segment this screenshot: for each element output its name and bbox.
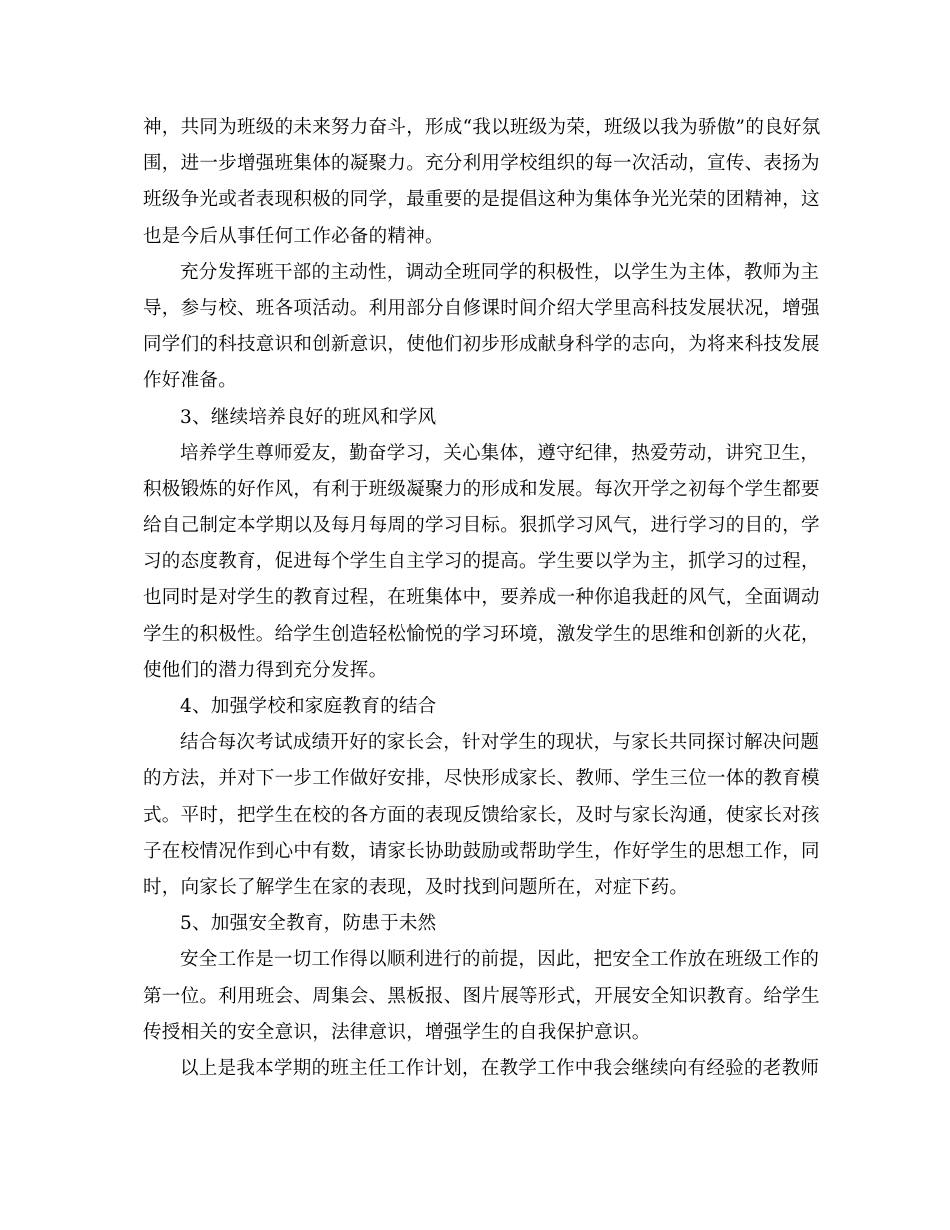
text-line: 积极锻炼的好作风，有利于班级凝聚力的形成和发展。每次开学之初每个学生都要 — [143, 478, 820, 500]
text-line: 也是今后从事任何工作必备的精神。 — [143, 225, 444, 247]
text-line: 以上是我本学期的班主任工作计划，在教学工作中我会继续向有经验的老教师 — [180, 1057, 820, 1079]
text-line: 同学们的科技意识和创新意识，使他们初步形成献身科学的志向，为将来科技发展 — [143, 334, 820, 356]
text-line: 5、加强安全教育，防患于未然 — [180, 913, 437, 935]
text-line: 导，参与校、班各项活动。利用部分自修课时间介绍大学里高科技发展状况，增强 — [143, 297, 820, 319]
text-line: 使他们的潜力得到充分发挥。 — [143, 659, 388, 681]
text-line: 给自己制定本学期以及每月每周的学习目标。狠抓学习风气，进行学习的目的，学 — [143, 515, 820, 537]
text-line: 3、继续培养良好的班风和学风 — [180, 406, 437, 428]
text-line: 神，共同为班级的未来努力奋斗，形成“我以班级为荣，班级以我为骄傲”的良好氛 — [143, 117, 821, 138]
text-line: 时，向家长了解学生在家的表现，及时找到问题所在，对症下药。 — [143, 876, 689, 898]
text-line: 充分发挥班干部的主动性，调动全班同学的积极性，以学生为主体，教师为主 — [180, 261, 820, 283]
text-line: 4、加强学校和家庭教育的结合 — [180, 696, 437, 717]
text-line: 习的态度教育，促进每个学生自主学习的提高。学生要以学为主，抓学习的过程， — [143, 551, 820, 573]
text-line: 的方法，并对下一步工作做好安排，尽快形成家长、教师、学生三位一体的教育模 — [143, 768, 820, 790]
text-line: 第一位。利用班会、周集会、黑板报、图片展等形式，开展安全知识教育。给学生 — [143, 985, 820, 1007]
text-line: 培养学生尊师爱友，勤奋学习，关心集体，遵守纪律，热爱劳动，讲究卫生， — [180, 442, 820, 464]
text-line: 传授相关的安全意识，法律意识，增强学生的自我保护意识。 — [143, 1021, 651, 1043]
text-line: 结合每次考试成绩开好的家长会，针对学生的现状，与家长共同探讨解决问题 — [180, 732, 820, 754]
text-line: 安全工作是一切工作得以顺利进行的前提，因此，把安全工作放在班级工作的 — [180, 949, 820, 971]
text-line: 式。平时，把学生在校的各方面的表现反馈给家长，及时与家长沟通，使家长对孩 — [143, 804, 820, 826]
text-line: 班级争光或者表现积极的同学，最重要的是提倡这种为集体争光光荣的团精神，这 — [143, 189, 820, 211]
text-line: 子在校情况作到心中有数，请家长协助鼓励或帮助学生，作好学生的思想工作，同 — [143, 840, 820, 862]
text-line: 围，进一步增强班集体的凝聚力。充分利用学校组织的每一次活动，宣传、表扬为 — [143, 153, 820, 175]
text-line: 也同时是对学生的教育过程，在班集体中，要养成一种你追我赶的风气，全面调动 — [143, 587, 820, 609]
text-line: 作好准备。 — [143, 370, 238, 392]
text-line: 学生的积极性。给学生创造轻松愉悦的学习环境，激发学生的思维和创新的火花， — [143, 623, 820, 645]
document-body — [143, 110, 821, 1087]
